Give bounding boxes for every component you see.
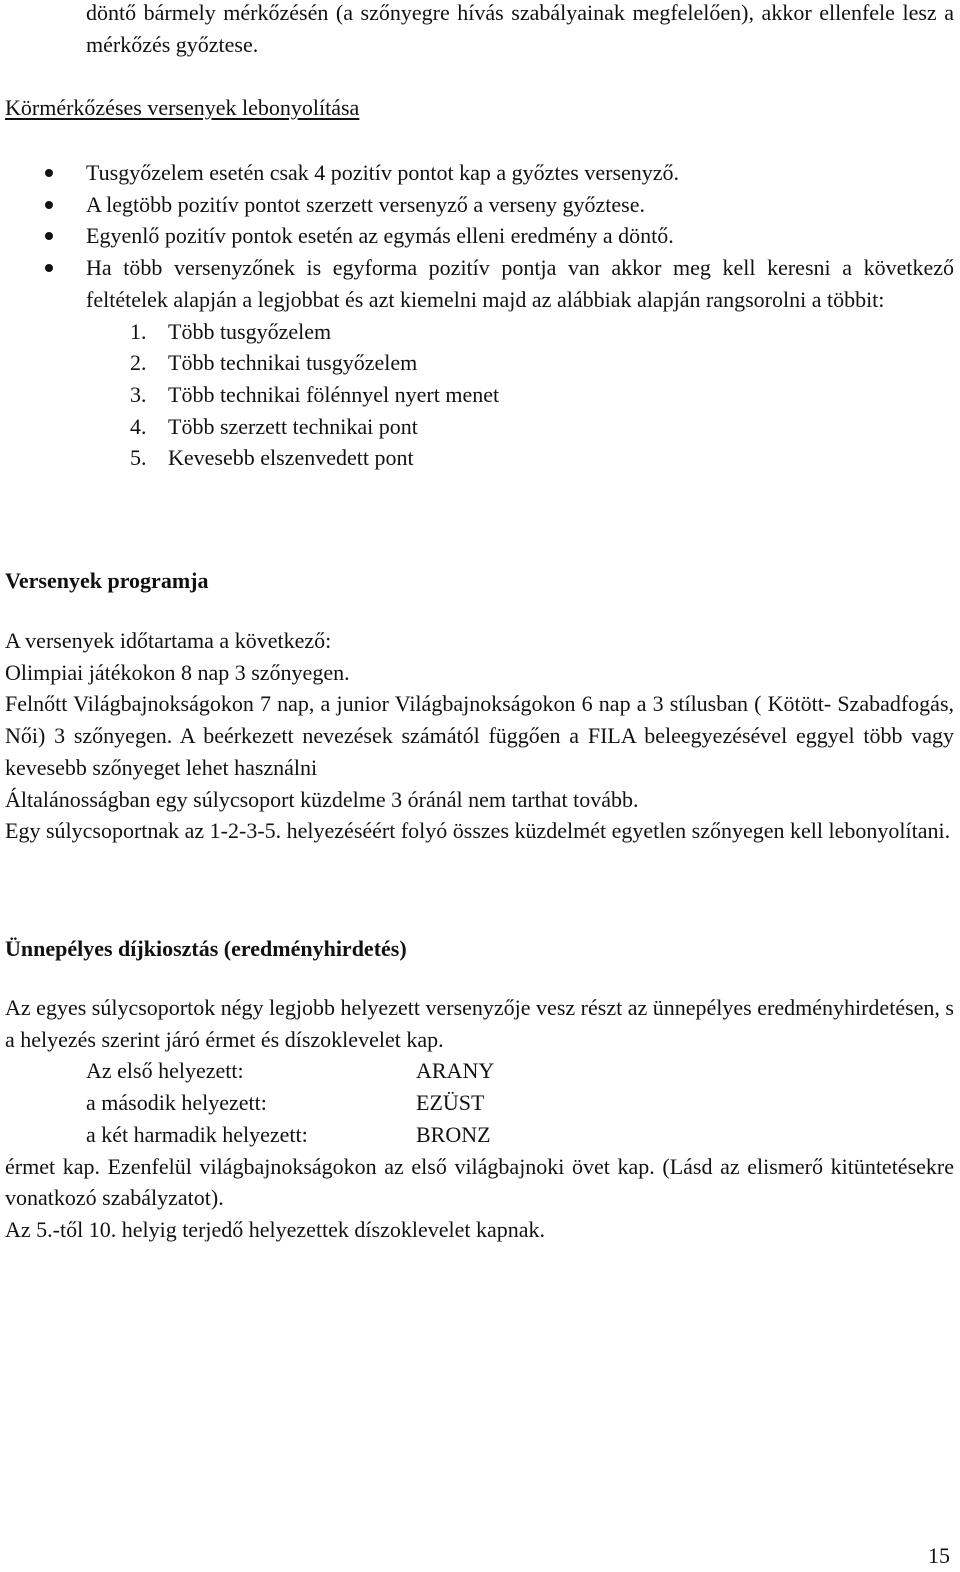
criteria-item: 1. Több tusgyőzelem — [130, 318, 332, 344]
program-paragraph: Egy súlycsoportnak az 1-2-3-5. helyezéséért folyó összes küzdelmét egyetlen szőnyegen kell lebonyolítani. — [5, 818, 951, 844]
medal-list — [5, 1055, 954, 1150]
program-line: Olimpiai játékokon 8 nap 3 szőnyegen. — [5, 659, 350, 685]
program-section — [5, 625, 954, 847]
medal-row: a második helyezett: EZÜST — [86, 1090, 485, 1116]
program-heading: Versenyek programja — [5, 568, 209, 593]
ceremony-paragraph: érmet kap. Ezenfelül világbajnokságokon az első világbajnoki övet kap. (Lásd az elismerő kitüntetésekre vonatkozó szabályzatot). — [5, 1153, 954, 1211]
bullet-item — [0, 189, 960, 221]
page-number: 15 — [928, 1543, 950, 1568]
bullet-text: Ha több versenyzőnek is egyforma pozitív pontja van akkor meg kell keresni a következő feltételek alapján a legjobbat és azt kiemelni majd az alábbiak alapján rangsorolni a többit: — [86, 255, 954, 312]
bullet-item — [0, 157, 960, 189]
criteria-item: 3. Több technikai fölénnyel nyert menet — [130, 381, 500, 407]
bullet-text: Egyenlő pozitív pontok esetén az egymás elleni eredmény a döntő. — [86, 223, 674, 249]
ceremony-section — [5, 992, 954, 1246]
bullet-item — [0, 220, 960, 252]
medal-row: Az első helyezett: ARANY — [86, 1058, 495, 1084]
round-robin-bullets — [0, 157, 960, 474]
bullet-icon — [45, 201, 53, 209]
bullet-icon — [45, 264, 53, 272]
round-robin-heading: Körmérkőzéses versenyek lebonyolítása — [5, 95, 360, 120]
program-paragraph: Felnőtt Világbajnokságokon 7 nap, a junior Világbajnokságokon 6 nap a 3 stílusban ( Kötött- Szabadfogás, Női) 3 szőnyegen. A beérkezett nevezések számától függően a FILA beleegyezésével eggyel több vagy kevesebb szőnyeget lehet használni — [5, 691, 954, 780]
criteria-item: 4. Több szerzett technikai pont — [130, 413, 418, 439]
tiebreak-criteria-list — [86, 316, 954, 475]
criteria-item: 2. Több technikai tusgyőzelem — [130, 350, 418, 376]
bullet-text: A legtöbb pozitív pontot szerzett versenyző a verseny győztese. — [86, 191, 645, 217]
medal-row: a két harmadik helyezett: BRONZ — [86, 1121, 491, 1147]
intro-paragraph: döntő bármely mérkőzésén (a szőnyegre hívás szabályainak megfelelően), akkor ellenfele lesz a mérkőzés győztese. — [86, 0, 954, 57]
bullet-icon — [45, 232, 53, 240]
criteria-item: 5. Kevesebb elszenvedett pont — [130, 445, 414, 471]
program-line: Általánosságban egy súlycsoport küzdelme 3 óránál nem tarthat tovább. — [5, 786, 639, 812]
bullet-icon — [45, 169, 53, 177]
bullet-item — [0, 252, 960, 474]
ceremony-heading: Ünnepélyes díjkiosztás (eredményhirdetés) — [5, 936, 407, 961]
bullet-text: Tusgyőzelem esetén csak 4 pozitív pontot kap a győztes versenyző. — [86, 160, 680, 185]
program-line: A versenyek időtartama a következő: — [5, 628, 332, 653]
ceremony-paragraph: Az egyes súlycsoportok négy legjobb helyezett versenyzője vesz részt az ünnepélyes eredményhirdetésen, s a helyezés szerint járó érmet és díszoklevelet kap. — [5, 995, 954, 1052]
ceremony-line: Az 5.-től 10. helyig terjedő helyezettek díszoklevelet kapnak. — [5, 1216, 546, 1242]
